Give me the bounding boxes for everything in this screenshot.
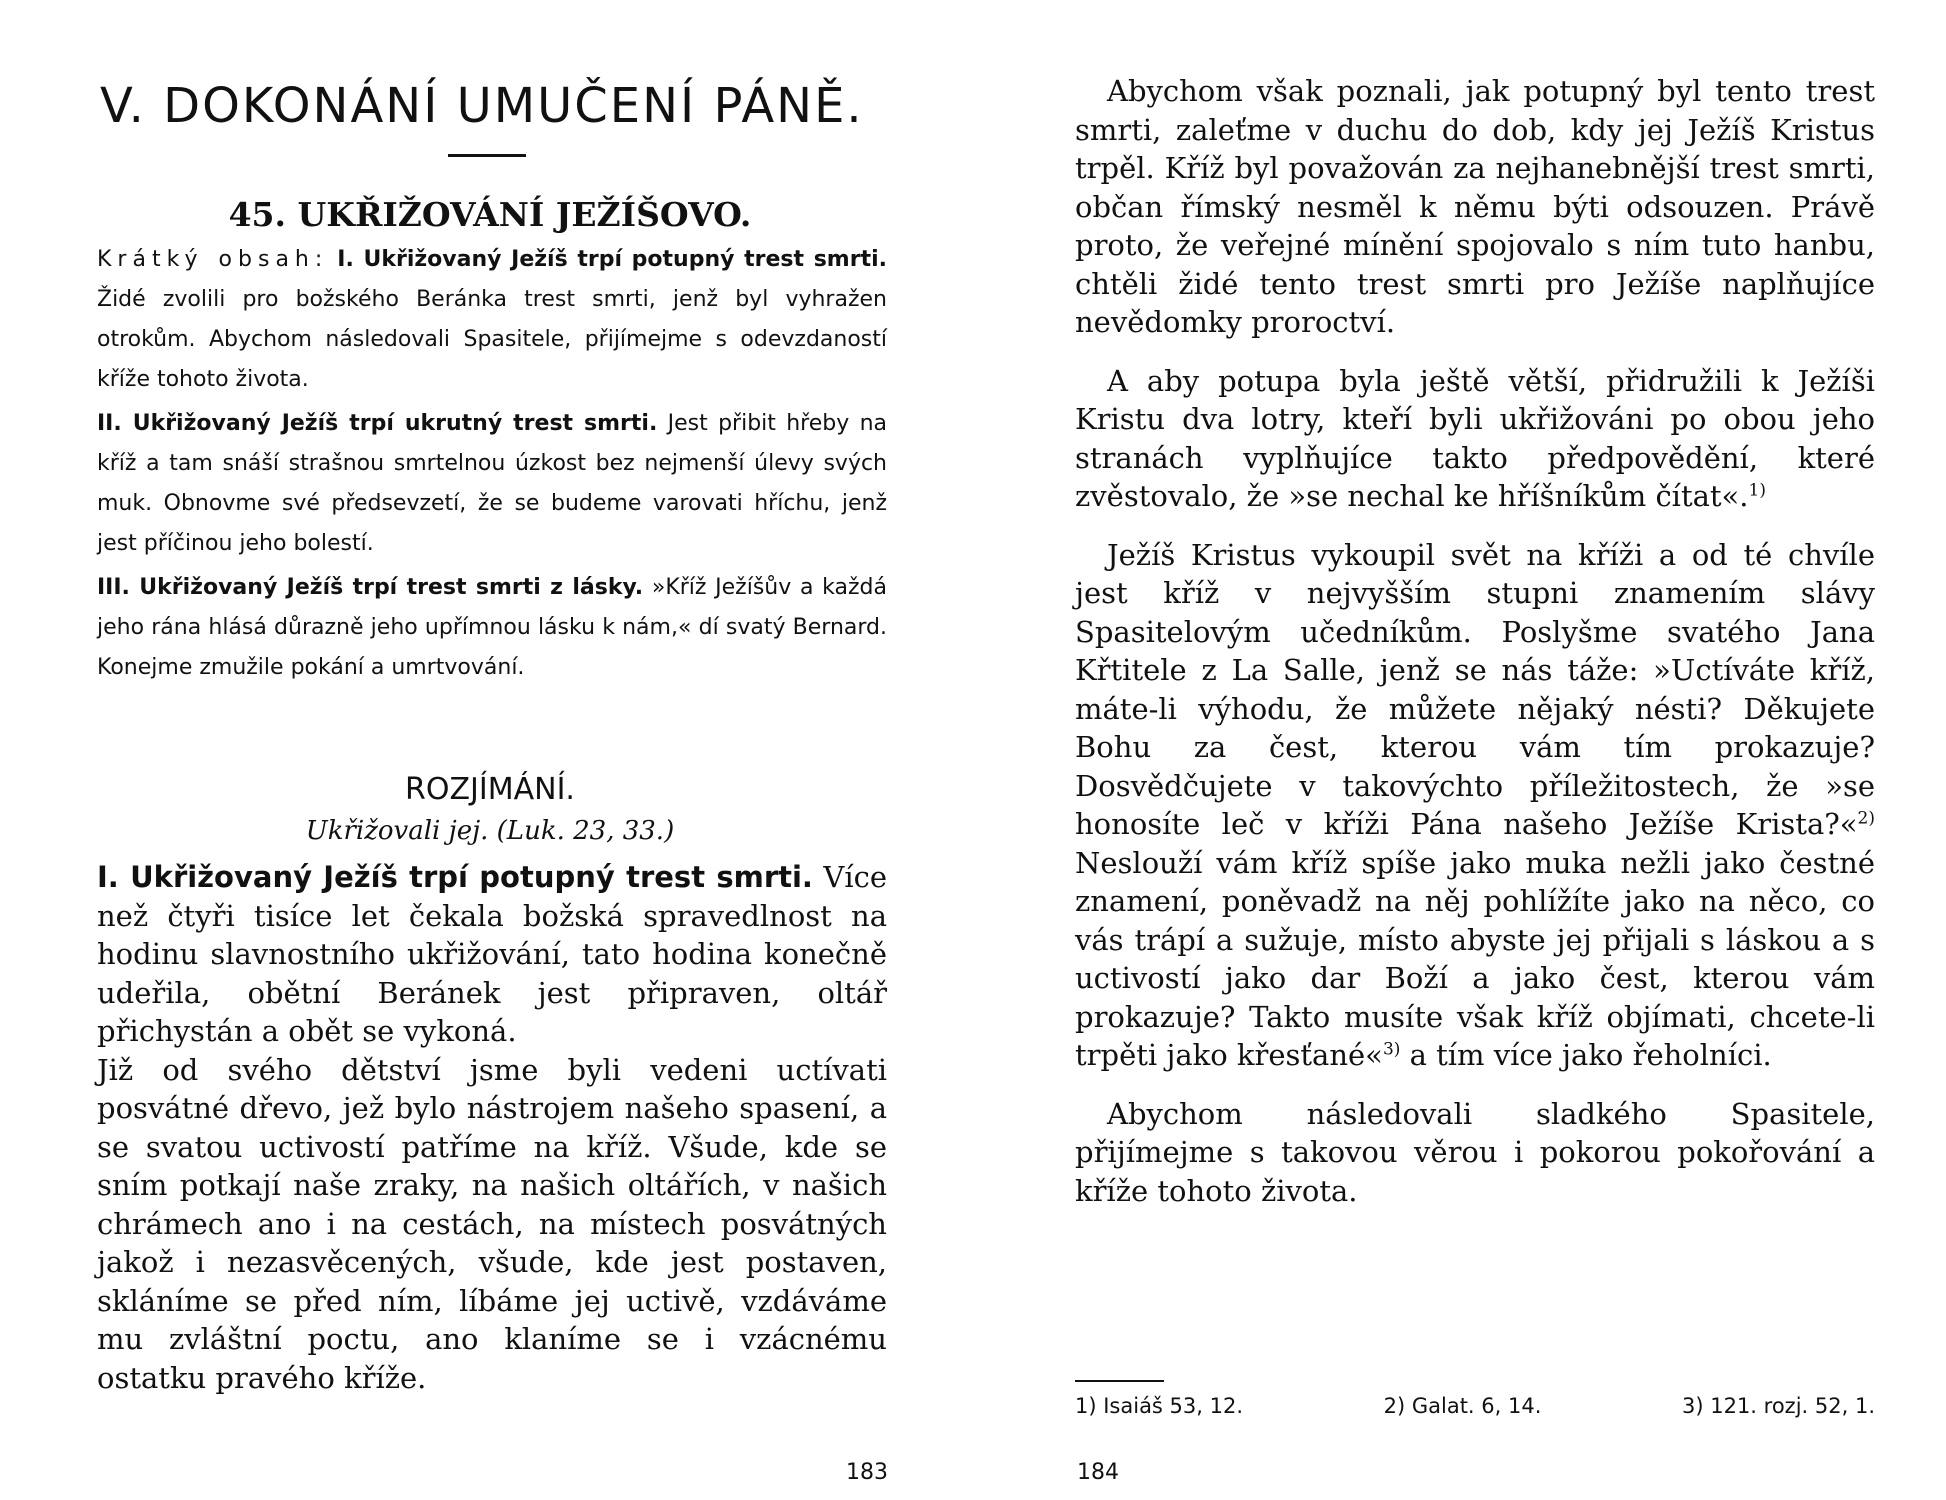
left-body-paragraph-1 <box>97 858 887 1051</box>
summary-point-2-text: Jest přibit hřeby na kříž a tam snáší strašnou smrtelnou úzkost bez nejmenší úlevy svých muk. Obnovme své předsevzetí, že se budeme varovati hříchu, jenž jest příčinou jeho bolestí. <box>97 411 887 556</box>
left-body-text <box>97 858 887 1397</box>
right-body-text <box>1075 72 1875 1230</box>
body-point-1-head: I. Ukřižovaný Ježíš trpí potupný trest smrti. <box>97 860 813 894</box>
footnote-ref-2: 2) <box>1857 808 1875 829</box>
footnotes <box>1075 1380 1875 1418</box>
summary-point-3-head: III. Ukřižovaný Ježíš trpí trest smrti z lásky. <box>97 575 644 600</box>
summary-point-1-text: Židé zvolili pro božského Beránka trest smrti, jenž byl vyhražen otrokům. Abychom následovali Spasitele, přijímejme s odevzdaností kříže tohoto života. <box>97 287 887 392</box>
right-paragraph-3-text-a: Ježíš Kristus vykoupil svět na kříži a od té chvíle jest kříž v nejvyšším stupni znamením slávy Spasitelovým učedníkům. Poslyšme svatého Jana Křtitele z La Salle, jenž se nás táže: »Uctíváte kříž, máte-li výhodu, že můžete nějaký nésti? Děkujete Bohu za čest, kterou vám tím prokazuje? Dosvědčujete v takovýchto příležitostech, že »se honosíte leč v kříži Pána našeho Ježíše Krista?« <box>1075 537 1875 841</box>
right-paragraph-2-text: A aby potupa byla ještě větší, přidružili k Ježíši Kristu dva lotry, kteří byli ukřižováni po obou jeho stranách vyplňujíce takto předpovědění, které zvěstovalo, že »se nechal ke hříšníkům čítat«. <box>1075 363 1875 513</box>
summary-paragraph-3 <box>97 568 887 688</box>
summary-lead: Krátký obsah: <box>97 247 329 272</box>
page-number-right: 184 <box>1077 1460 1119 1485</box>
body-paragraph-1-text: Více než čtyři tisíce let čekala božská spravedlnost na hodinu slavnostního ukřižování, tato hodina konečně udeřila, obětní Beránek jest připraven, oltář přichystán a obět se vykoná. <box>97 860 887 1048</box>
summary-point-3-text: »Kříž Ježíšův a každá jeho rána hlásá důrazně jeho upřímnou lásku k nám,« dí svatý Bernard. Konejme zmužile pokání a umrtvování. <box>97 575 887 680</box>
footnote-ref-3: 3) <box>1382 1039 1401 1060</box>
footnote-2: 2) Galat. 6, 14. <box>1383 1394 1542 1418</box>
right-paragraph-1: Abychom však poznali, jak potupný byl tento trest smrti, zaleťme v duchu do dob, kdy jej Ježíš Kristus trpěl. Kříž byl považován za nejhanebnější trest smrti, občan římský nesměl k němu býti odsouzen. Právě proto, že veřejné mínění spojovalo s ním tuto hanbu, chtěli židé tento trest smrti pro Ježíše naplňujíce nevědomky proroctví. <box>1075 74 1875 339</box>
page-number-left: 183 <box>846 1460 888 1485</box>
footnote-1: 1) Isaiáš 53, 12. <box>1075 1394 1244 1418</box>
summary-point-2-head: II. Ukřižovaný Ježíš trpí ukrutný trest smrti. <box>97 411 658 436</box>
summary-paragraph-2 <box>97 404 887 564</box>
meditation-title: ROZJÍMÁNÍ. <box>405 772 575 807</box>
title-rule <box>448 154 526 157</box>
right-paragraph-3 <box>1075 536 1875 1075</box>
summary-paragraph-1 <box>97 240 887 400</box>
meditation-verse: Ukřižovali jej. (Luk. 23, 33.) <box>305 816 675 846</box>
right-paragraph-3-text-b: Neslouží vám kříž spíše jako muka nežli jako čestné znamení, poněvadž na něj pohlížíte jako na něco, co vás trápí a sužuje, místo abyste jej přijali s láskou a s uctivostí jako dar Boží a jako čest, kterou vám prokazuje? Takto musíte však kříž objímati, chcete-li trpěti jako křesťané« <box>1075 845 1875 1072</box>
section-title: 45. UKŘIŽOVÁNÍ JEŽÍŠOVO. <box>228 195 752 234</box>
left-body-paragraph-2: Již od svého dětství jsme byli vedeni uctívati posvátné dřevo, jež bylo nástrojem našeho spasení, a se svatou uctivostí patříme na kříž. Všude, kde se sním potkají naše zraky, na našich oltářích, v našich chrámech ano i na cestách, na místech posvátných jakož i nezasvěcených, všude, kde jest postaven, skláníme se před ním, líbáme jej uctivě, vzdáváme mu zvláštní poctu, ano klaníme se i vzácnému ostatku pravého kříže. <box>97 1052 887 1395</box>
summary-point-1-head: I. Ukřižovaný Ježíš trpí potupný trest smrti. <box>337 247 887 272</box>
footnote-ref-1: 1) <box>1748 480 1766 501</box>
summary <box>97 240 887 692</box>
right-paragraph-4: Abychom následovali sladkého Spasitele, přijímejme s takovou věrou i pokorou pokořování a kříže tohoto života. <box>1075 1096 1875 1208</box>
right-paragraph-2 <box>1075 362 1875 516</box>
footnote-3: 3) 121. rozj. 52, 1. <box>1682 1394 1875 1418</box>
right-paragraph-3-text-c: a tím více jako řeholníci. <box>1400 1038 1772 1072</box>
chapter-title: V. DOKONÁNÍ UMUČENÍ PÁNĚ. <box>100 78 864 134</box>
